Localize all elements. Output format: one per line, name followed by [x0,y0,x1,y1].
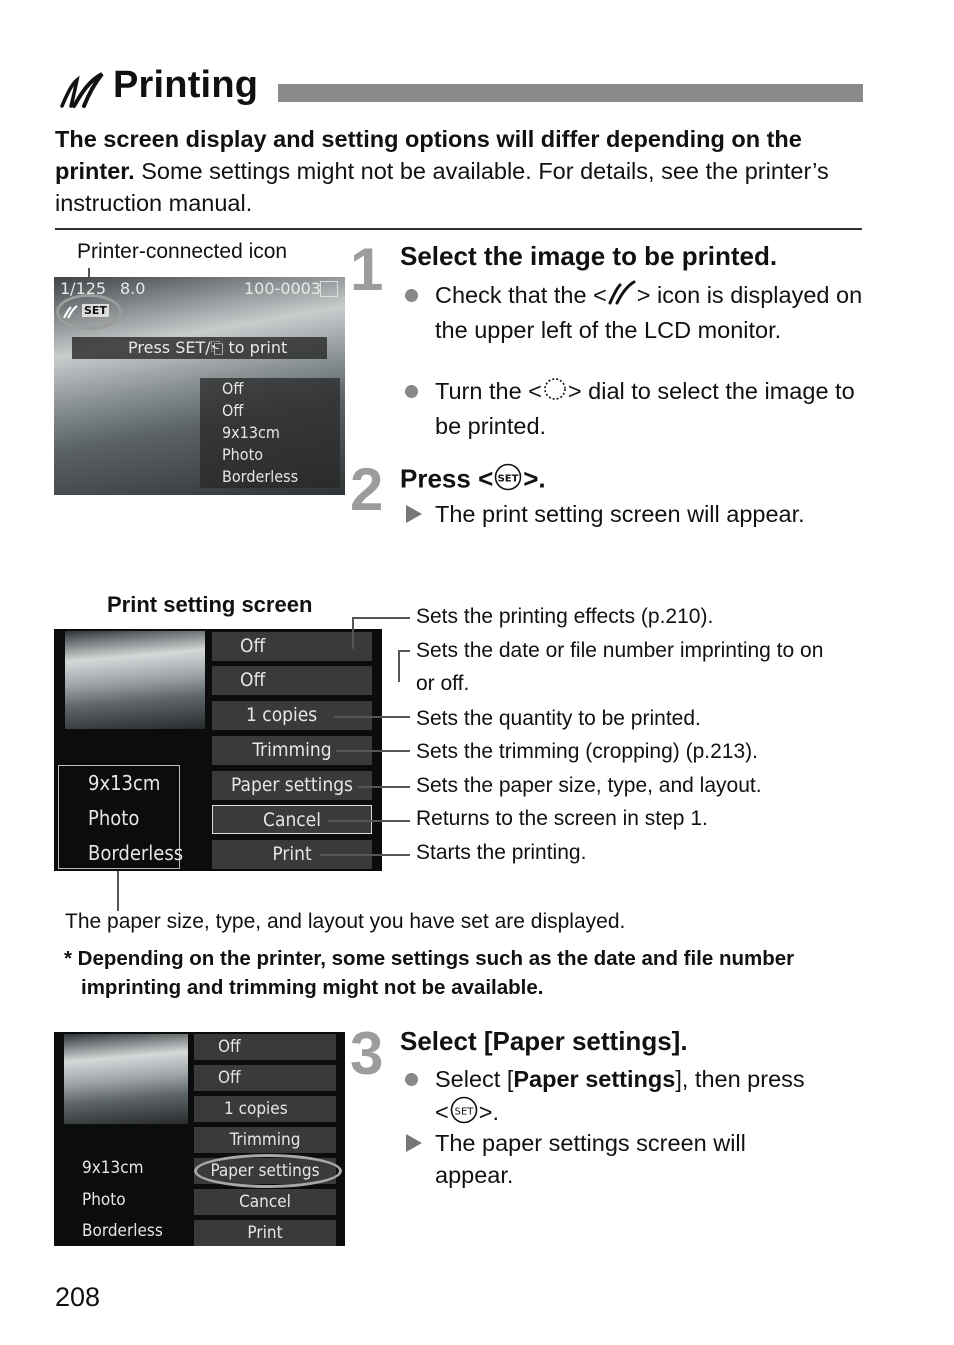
menu-trimming[interactable]: Trimming [212,736,372,765]
step3-left-layout: Borderless [82,1221,163,1241]
step-3-bullet-bold: Paper settings [513,1066,676,1092]
menu-paper-settings[interactable]: Paper settings [212,771,372,800]
step-1-bullet-2 [435,375,865,442]
step-2-title-b: >. [523,463,546,494]
direct-print-icon-small [62,305,78,319]
step3-menu-copies[interactable]: 1 copies [194,1096,336,1122]
lcd-shutter: 1/125 [60,279,107,298]
print-left-layout: Borderless [88,841,184,865]
quick-control-dial-icon [542,376,568,410]
step-1-bullet-1 [435,279,865,346]
callout-paper: Sets the paper size, type, and layout. [416,774,762,797]
page-number: 208 [55,1282,101,1312]
section-divider [55,228,862,230]
menu-printing-effects[interactable]: Off [212,632,372,661]
step-2-number: 2 [350,456,384,523]
paper-settings-highlight-circle [194,1154,342,1188]
leader-copies [334,716,410,718]
step-3-bullet-b: ], then press [675,1066,805,1092]
callout-effects: Sets the printing effects (p.210). [416,605,714,628]
print-left-size: 9x13cm [88,771,161,795]
leader-trimming [336,750,410,752]
lcd-item-effects: Off [200,378,340,400]
step-3-bullet-a: Select [ [435,1066,514,1092]
set-button-icon [493,462,523,499]
step-1-title: Select the image to be printed. [400,241,778,271]
menu-date-imprint[interactable]: Off [212,666,372,695]
step3-menu-trimming[interactable]: Trimming [194,1127,336,1153]
lcd-item-size: 9x13cm [200,422,340,444]
cf-card-icon [320,281,338,297]
title-rule [278,84,863,102]
print-screen-heading: Print setting screen [107,592,313,617]
step3-menu-print[interactable]: Print [194,1220,336,1246]
set-badge: SET [84,304,107,317]
menu-cancel[interactable]: Cancel [212,805,372,834]
lcd-aperture: 8.0 [120,279,146,298]
leader-cancel [328,820,410,822]
note-line-2: imprinting and trimming might not be available. [81,976,544,999]
callout-cancel: Returns to the screen in step 1. [416,807,708,830]
step-3-result-2: appear. [435,1162,514,1188]
step-1-bullet-2-b: > dial to select the image to be printed. [435,378,855,439]
leader-effects [352,617,410,619]
step-2-title-a: Press < [400,463,494,494]
page-title: Printing [113,64,259,106]
note-line-1: * Depending on the printer, some settings such as the date and file number [64,947,795,970]
step-3-bullet-c: < [435,1099,449,1126]
printer-connected-caption: Printer-connected icon [77,240,288,263]
step-2-title [400,462,546,499]
svg-text:SET: SET [497,473,519,485]
print-setting-screen [54,629,382,871]
lcd-file-number: 100-0003 [244,279,322,298]
step-3-title: Select [Paper settings]. [400,1026,688,1056]
summary-caption: The paper size, type, and layout you have set are displayed. [65,910,626,933]
leader-date-v [398,650,400,682]
step3-left-size: 9x13cm [82,1158,144,1178]
svg-text:SET: SET [454,1106,474,1118]
lcd-prompt: Press SET/⎗ to print [128,338,288,357]
step-3-bullet [435,1063,865,1133]
step-3-bullet-d: >. [478,1099,499,1126]
callout-trimming: Sets the trimming (cropping) (p.213). [416,740,758,763]
lcd-item-type: Photo [200,444,340,466]
step-3-number: 3 [350,1020,384,1087]
callout-copies: Sets the quantity to be printed. [416,707,701,730]
callout-date-cont: or off. [416,672,470,695]
leader-print [320,854,410,856]
menu-copies[interactable]: 1 copies [212,701,372,730]
step-2-result: The print setting screen will appear. [435,501,805,527]
step-1-number: 1 [350,236,384,303]
result-arrow-icon [406,1134,422,1152]
result-arrow-icon [406,505,422,523]
direct-print-icon-inline [607,280,637,314]
paper-settings-screen [54,1032,345,1246]
step-3-result-1: The paper settings screen will [435,1130,746,1156]
leader-summary [117,871,119,911]
bullet-icon [405,385,418,398]
bullet-icon [405,1073,418,1086]
step3-menu-effects[interactable]: Off [194,1034,336,1060]
menu-print[interactable]: Print [212,840,372,869]
lcd-item-layout: Borderless [200,466,340,488]
step3-menu-cancel[interactable]: Cancel [194,1189,336,1215]
leader-date [398,650,410,652]
lcd-playback-screen [54,277,345,495]
callout-print: Starts the printing. [416,841,587,864]
step3-menu-date[interactable]: Off [194,1065,336,1091]
intro-rest: Some settings might not be available. For details, see the printer’s instruction manual. [55,158,829,216]
leader-effects-v [352,617,354,649]
step3-menu-paper-settings[interactable]: Paper settings [194,1158,336,1184]
direct-print-icon [58,70,108,112]
intro-paragraph [55,123,865,219]
step-1-bullet-1-b: > icon is displayed on the upper left of the LCD monitor. [435,282,863,343]
print-left-type: Photo [88,806,140,830]
callout-date: Sets the date or file number imprinting to on [416,639,824,662]
leader-paper [358,786,410,788]
step-1-bullet-1-a: Check that the < [435,282,607,308]
intro-bold: The screen display and setting options will differ depending on the printer. [55,126,802,184]
step3-left-type: Photo [82,1190,126,1210]
step-1-bullet-2-a: Turn the < [435,378,542,404]
bullet-icon [405,289,418,302]
lcd-item-date: Off [200,400,340,422]
